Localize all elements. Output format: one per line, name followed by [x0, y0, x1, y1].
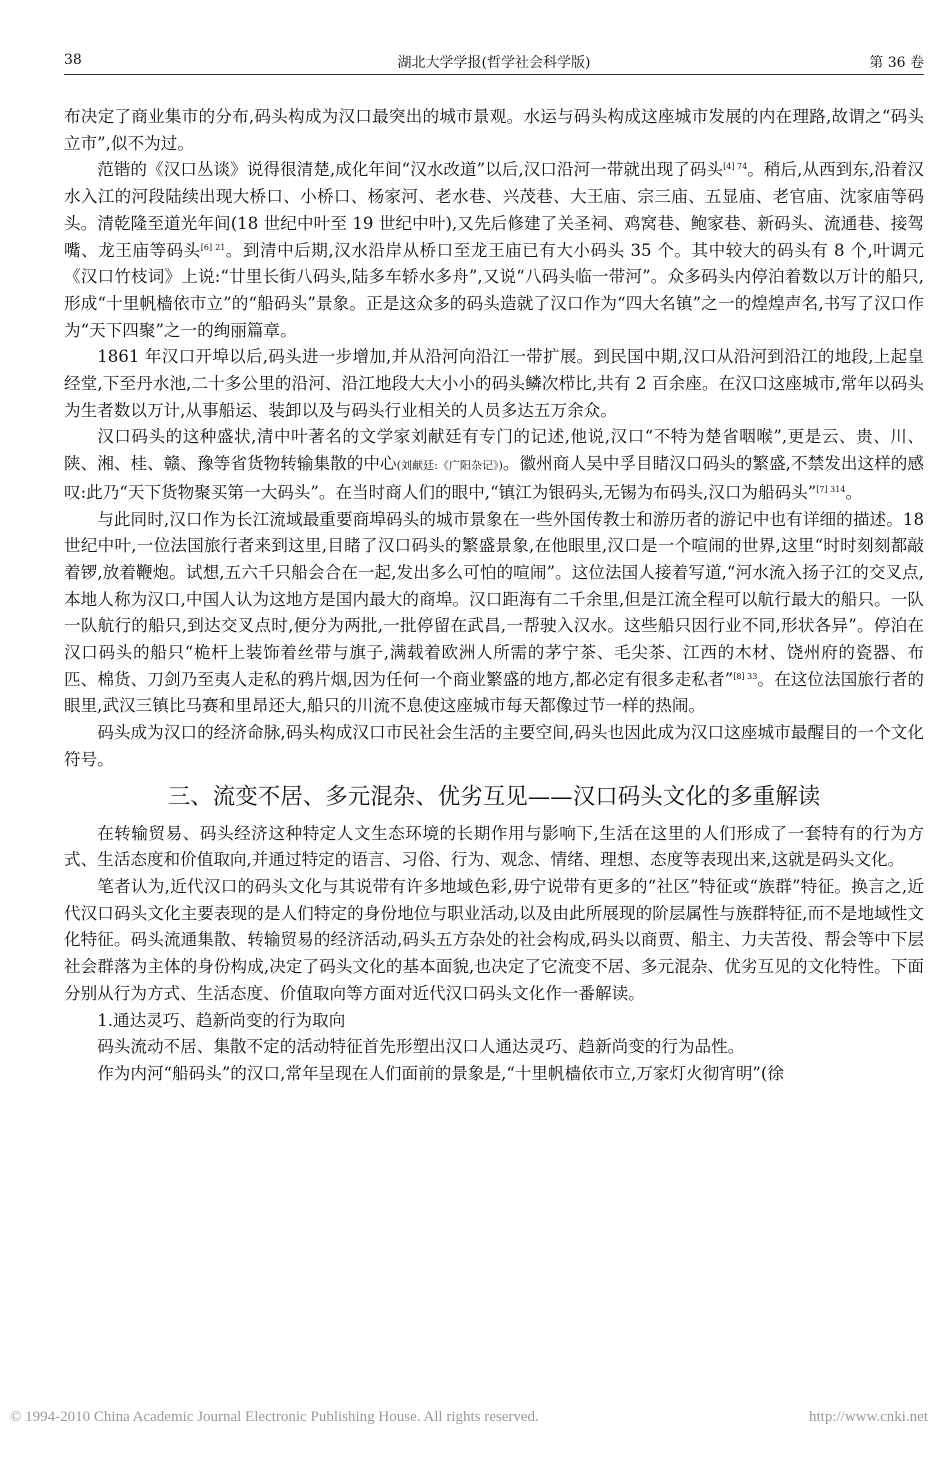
paragraph: 码头成为汉口的经济命脉,码头构成汉口市民社会生活的主要空间,码头也因此成为汉口这座城市最醒目的一个文化符号。 [64, 723, 924, 769]
paragraph-text: 范锴的《汉口丛谈》说得很清楚,成化年间“汉水改道”以后,汉口沿河一带就出现了码头 [97, 160, 724, 180]
citation-ref: [7] 314 [816, 484, 846, 494]
cnki-link[interactable]: http://www.cnki.net [808, 1409, 928, 1425]
page-number: 38 [64, 52, 82, 68]
paragraph: 在转输贸易、码头经济这种特定人文生态环境的长期作用与影响下,生活在这里的人们形成了一套特有的行为方式、生活态度和价值取向,并通过特定的语言、习俗、行为、观念、情绪、理想、态度等表现出来,这就是码头文化。 [64, 823, 924, 870]
paragraph-text: 。徽州商人吴中孚目睹汉口码头的繁盛,不禁发出这样的感叹:此乃“天下货物聚买第一大码头”。在当时商人们的眼中,“镇江为银码头,无锡为布码头,汉口为船码头” [64, 454, 924, 502]
inline-note: (刘献廷:《广阳杂记》) [396, 459, 503, 473]
paragraph-text: 。 [845, 482, 863, 502]
paragraph: 1861 年汉口开埠以后,码头进一步增加,并从沿河向沿江一带扩展。到民国中期,汉口从沿河到沿江的地段,上起皇经堂,下至丹水池,二十多公里的沿河、沿江地段大大小小的码头鳞次栉比,共有 2 百余座。在汉口这座城市,常年以码头为生者数以万计,从事船运、装卸以及与码头行业相关的人员多达五万余众。 [64, 347, 924, 420]
paragraph: 码头流动不居、集散不定的活动特征首先形塑出汉口人通达灵巧、趋新尚变的行为品性。 [97, 1037, 745, 1057]
paragraph-text: 。在这位法国旅行者的眼里,武汉三镇比马赛和里昂还大,船只的川流不息使这座城市每天都像过节一样的热闹。 [64, 669, 925, 716]
paragraph [64, 424, 924, 506]
paragraph [64, 157, 924, 344]
subsection-heading: 1.通达灵巧、趋新尚变的行为取向 [97, 1010, 346, 1030]
paragraph-text: 。稍后,从西到东,沿着汉水入江的河段陆续出现大桥口、小桥口、杨家河、老水巷、兴茂巷、大王庙、宗三庙、五显庙、老官庙、沈家庙等码头。清乾隆至道光年间(18 世纪中叶至 19 世纪中叶),又先后修建了关圣祠、鸡窝巷、鲍家巷、新码头、流通巷、接驾嘴、龙王庙等码头 [64, 160, 924, 260]
paragraph-text: 与此同时,汉口作为长江流域最重要商埠码头的城市景象在一些外国传教士和游历者的游记中也有详细的描述。18 世纪中叶,一位法国旅行者来到这里,目睹了汉口码头的繁盛景象,在他眼里,汉口是一个喧闹的世界,这里“时时刻刻都敲着锣,放着鞭炮。试想,五六千只船会合在一起,发出多么可怕的喧闹”。这位法国人接着写道,“河水流入扬子江的交叉点,本地人称为汉口,中国人认为这地方是国内最大的商埠。汉口距海有二千余里,但是江流全程可以航行最大的船只。一队一队航行的船只,到达交叉点时,便分为两批,一批停留在武昌,一帮驶入汉水。这些船只因行业不同,形状各异”。停泊在汉口码头的船只“桅杆上装饰着丝带与旗子,满载着欧洲人所需的茅宁茶、毛尖茶、江西的木材、饶州府的瓷器、布匹、棉货、刀剑乃至夷人走私的鸦片烟,因为任何一个商业繁盛的地方,都必定有很多走私者” [64, 509, 924, 689]
paragraph-text: 汉口码头的这种盛状,清中叶著名的文学家刘献廷有专门的记述,他说,汉口“不特为楚省咽喉”,更是云、贵、川、陕、湘、桂、赣、豫等省货物转输集散的中心 [64, 427, 924, 474]
article-body [64, 104, 924, 1088]
running-header [64, 52, 924, 75]
paragraph [64, 507, 924, 721]
journal-title: 湖北大学学报(哲学社会科学版) [397, 55, 591, 71]
paragraph: 笔者认为,近代汉口的码头文化与其说带有许多地域色彩,毋宁说带有更多的“社区”特征或“族群”特征。换言之,近代汉口码头文化主要表现的是人们特定的身份地位与职业活动,以及由此所展现的阶层属性与族群特征,而不是地域性文化特征。码头流通集散、转输贸易的经济活动,码头五方杂处的社会构成,码头以商贾、船主、力夫苦役、帮会等中下层社会群落为主体的身份构成,决定了码头文化的基本面貌,也决定了它流变不居、多元混杂、优劣互见的文化特性。下面分别从行为方式、生活态度、价值取向等方面对近代汉口码头文化作一番解读。 [64, 876, 924, 1003]
copyright-footer [10, 1409, 928, 1426]
section-heading: 三、流变不居、多元混杂、优劣互见——汉口码头文化的多重解读 [167, 783, 821, 810]
copyright-text: © 1994-2010 China Academic Journal Electronic Publishing House. All rights reserved. [10, 1409, 539, 1425]
paragraph-text: 。到清中后期,汉水沿岸从桥口至龙王庙已有大小码头 35 个。其中较大的码头有 8 个,叶调元《汉口竹枝词》上说:“廿里长街八码头,陆多车轿水多舟”,又说“八码头临一带河”。众多码头内停泊着数以万计的船只,形成“十里帆樯依市立”的“船码头”景象。正是这众多的码头造就了汉口作为“四大名镇”之一的煌煌声名,书写了汉口作为“天下四聚”之一的绚丽篇章。 [64, 240, 924, 340]
paragraph: 布决定了商业集市的分布,码头构成为汉口最突出的城市景观。水运与码头构成这座城市发展的内在理路,故谓之“码头立市”,似不为过。 [64, 107, 924, 153]
citation-ref: [8] 33 [733, 671, 758, 681]
citation-ref: [6] 21 [200, 242, 226, 252]
paragraph: 作为内河“船码头”的汉口,常年呈现在人们面前的景象是,“十里帆樯依市立,万家灯火彻宵明”(徐 [97, 1063, 784, 1083]
volume-label: 第 36 卷 [869, 55, 924, 71]
citation-ref: [4] 74 [723, 162, 748, 172]
